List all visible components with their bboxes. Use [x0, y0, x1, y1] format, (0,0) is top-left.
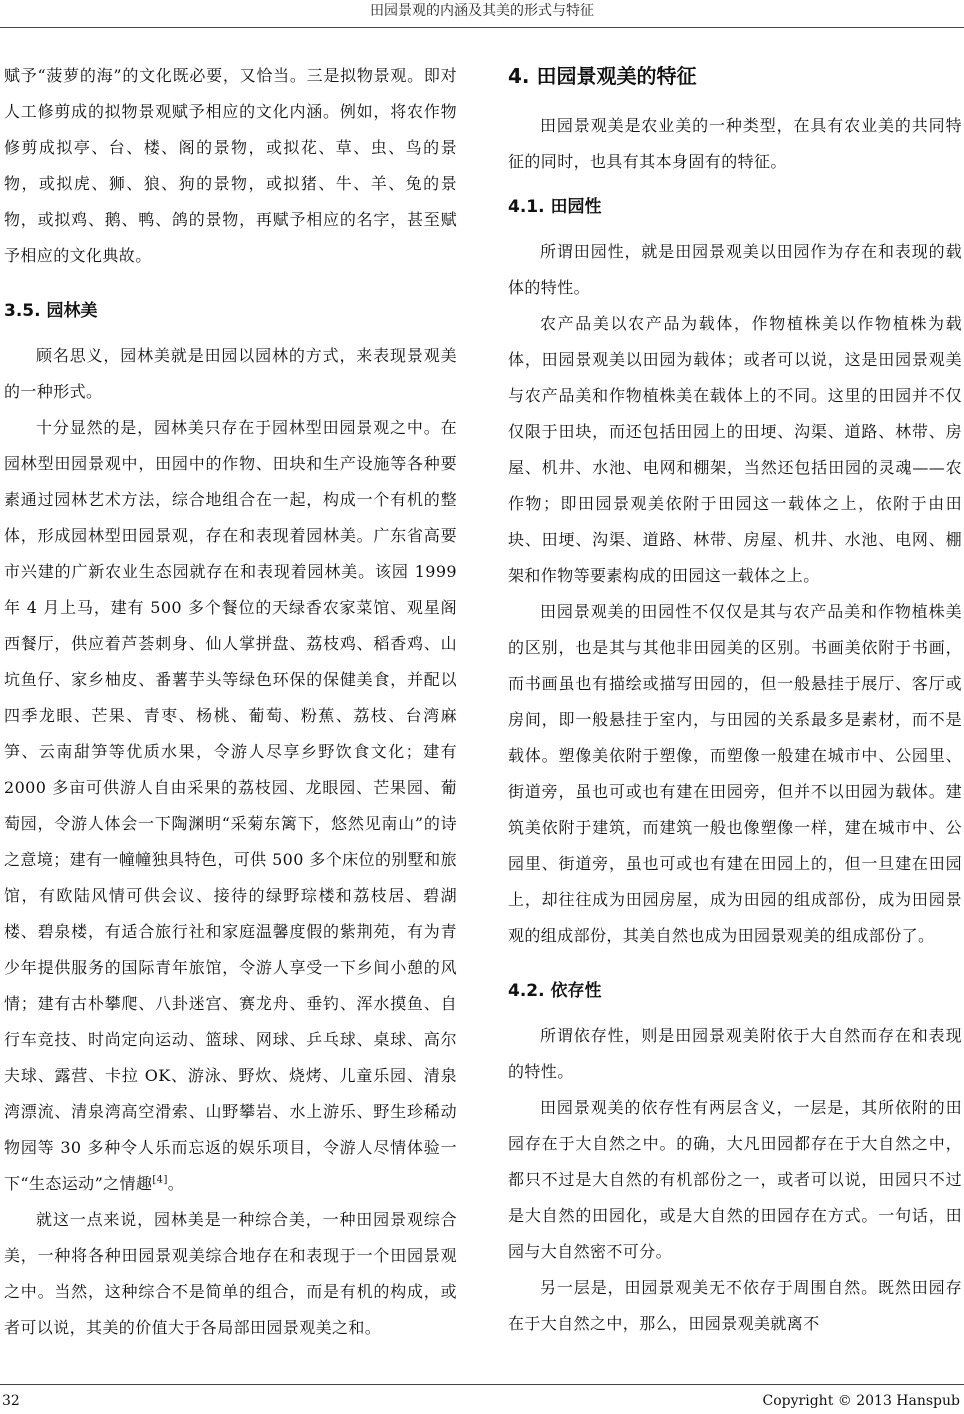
paragraph: 农产品美以农产品为载体，作物植株美以作物植株为载体，田园景观美以田园为载体；或者可以说，这是田园景观美与农产品美和作物植株美在载体上的不同。这里的田园并不仅仅限于田块，而还包括田园上的田埂、沟渠、道路、林带、房屋、机井、水池、电网和棚架，当然还包括田园的灵魂——农作物；即田园景观美依附于田园这一载体之上，依附于由田块、田埂、沟渠、道路、林带、房屋、机井、水池、电网、棚架和作物等要素构成的田园这一载体之上。: [508, 314, 962, 585]
paragraph: 田园景观美的田园性不仅仅是其与农产品美和作物植株美的区别，也是其与其他非田园美的区别。书画美依附于书画，而书画虽也有描绘或描写田园的，但一般悬挂于展厅、客厅或房间，即一般悬挂于室内，与田园的关系最多是素材，而不是载体。塑像美依附于塑像，而塑像一般建在城市中、公园里、街道旁，虽也可或也有建在田园旁，但并不以田园为载体。建筑美依附于建筑，而建筑一般也像塑像一样，建在城市中、公园里、街道旁，虽也可或也有建在田园上的，但一旦建在田园上，却往往成为田园房屋，成为田园的组成部份，成为田园景观的组成部份，其美自然也成为田园景观美的组成部份了。: [508, 602, 962, 945]
left-column: [4, 58, 457, 1346]
section-heading-4: 4. 田园景观美的特征: [508, 64, 697, 88]
paragraph-text: 十分显然的是，园林美只存在于园林型田园景观之中。在园林型田园景观中，田园中的作物、田块和生产设施等各种要素通过园林艺术方法，综合地组合在一起，构成一个有机的整体，形成园林型田园景观，存在和表现着园林美。广东省高要市兴建的广新农业生态园就存在和表现着园林美。该园 1999 年 4 月上马，建有 500 多个餐位的天绿香农家菜馆、观星阁西餐厅，供应着芦荟刺身、仙人掌拼盘、荔枝鸡、稻香鸡、山坑鱼仔、家乡柚皮、番薯芋头等绿色环保的保健美食，并配以四季龙眼、芒果、青枣、杨桃、葡萄、粉蕉、荔枝、台湾麻笋、云南甜笋等优质水果，令游人尽享乡野饮食文化；建有 2000 多亩可供游人自由采果的荔枝园、龙眼园、芒果园、葡萄园，令游人体会一下陶渊明“采菊东篱下，悠然见南山”的诗之意境；建有一幢幢独具特色，可供 500 多个床位的别墅和旅馆，有欧陆风情可供会议、接待的绿野琮楼和荔枝居、碧湖楼、碧泉楼，有适合旅行社和家庭温馨度假的紫荆苑，有为青少年提供服务的国际青年旅馆，令游人享受一下乡间小憩的风情；建有古朴攀爬、八卦迷宫、赛龙舟、垂钓、浑水摸鱼、自行车竞技、时尚定向运动、篮球、网球、乒乓球、桌球、高尔夫球、露营、卡拉 OK、游泳、野炊、烧烤、儿童乐园、清泉湾漂流、清泉湾高空滑索、山野攀岩、水上游乐、野生珍稀动物园等 30 多种令人乐而忘返的娱乐项目，令游人尽情体验一下“生态运动”之情趣: [4, 418, 457, 1193]
section-heading-3-5: 3.5. 园林美: [4, 301, 98, 321]
paragraph: 就这一点来说，园林美是一种综合美，一种田园景观综合美，一种将各种田园景观美综合地存在和表现于一个田园景观之中。当然，这种综合不是简单的组合，而是有机的构成，或者可以说，其美的价值大于各局部田园景观美之和。: [4, 1210, 457, 1337]
paragraph: 所谓依存性，则是田园景观美附依于大自然而存在和表现的特性。: [508, 1026, 962, 1081]
paragraph: 顾名思义，园林美就是田园以园林的方式，来表现景观美的一种形式。: [4, 346, 457, 401]
footer-rule: [0, 1384, 964, 1385]
header-rule: [0, 27, 964, 28]
citation-ref[interactable]: [4]: [152, 1174, 168, 1186]
paragraph: 另一层是，田园景观美无不依存于周围自然。既然田园存在于大自然之中，那么，田园景观美就离不: [508, 1278, 962, 1333]
paragraph: 十分显然的是，园林美只存在于园林型田园景观之中。在园林型田园景观中，田园中的作物、田块和生产设施等各种要素通过园林艺术方法，综合地组合在一起，构成一个有机的整体，形成园林型田园景观，存在和表现着园林美。广东省高要市兴建的广新农业生态园就存在和表现着园林美。该园 1999 年 4 月上马，建有 500 多个餐位的天绿香农家菜馆、观星阁西餐厅，供应着芦荟刺身、仙人掌拼盘、荔枝鸡、稻香鸡、山坑鱼仔、家乡柚皮、番薯芋头等绿色环保的保健美食，并配以四季龙眼、芒果、青枣、杨桃、葡萄、粉蕉、荔枝、台湾麻笋、云南甜笋等优质水果，令游人尽享乡野饮食文化；建有 2000 多亩可供游人自由采果的荔枝园、龙眼园、芒果园、葡萄园，令游人体会一下陶渊明“采菊东篱下，悠然见南山”的诗之意境；建有一幢幢独具特色，可供 500 多个床位的别墅和旅馆，有欧陆风情可供会议、接待的绿野琮楼和荔枝居、碧湖楼、碧泉楼，有适合旅行社和家庭温馨度假的紫荆苑，有为青少年提供服务的国际青年旅馆，令游人享受一下乡间小憩的风情；建有古朴攀爬、八卦迷宫、赛龙舟、垂钓、浑水摸鱼、自行车竞技、时尚定向运动、篮球、网球、乒乓球、桌球、高尔夫球、露营、卡拉 OK、游泳、野炊、烧烤、儿童乐园、清泉湾漂流、清泉湾高空滑索、山野攀岩、水上游乐、野生珍稀动物园等 30 多种令人乐而忘返的娱乐项目，令游人尽情体验一下“生态运动”之情趣[4]。: [4, 418, 457, 1193]
paragraph: 所谓田园性，就是田园景观美以田园作为存在和表现的载体的特性。: [508, 242, 962, 297]
page-number: 32: [2, 1393, 20, 1409]
paragraph: 田园景观美是农业美的一种类型，在具有农业美的共同特征的同时，也具有其本身固有的特征。: [508, 116, 962, 171]
right-column: [508, 58, 962, 1342]
paragraph-continued: 赋予“菠萝的海”的文化既必要，又恰当。三是拟物景观。即对人工修剪成的拟物景观赋予相应的文化内涵。例如，将农作物修剪成拟亭、台、楼、阁的景物，或拟花、草、虫、鸟的景物，或拟虎、狮、狼、狗的景物，或拟猪、牛、羊、兔的景物，或拟鸡、鹅、鸭、鸽的景物，再赋予相应的名字，甚至赋予相应的文化典故。: [4, 66, 457, 265]
copyright-notice: Copyright © 2013 Hanspub: [762, 1393, 960, 1409]
paragraph: 田园景观美的依存性有两层含义，一层是，其所依附的田园存在于大自然之中。的确，大凡田园都存在于大自然之中，都只不过是大自然的有机部份之一，或者可以说，田园只不过是大自然的田园化，或是大自然的田园存在方式。一句话，田园与大自然密不可分。: [508, 1098, 962, 1261]
section-heading-4-2: 4.2. 依存性: [508, 981, 602, 1001]
running-header: 田园景观的内涵及其美的形式与特征: [370, 3, 594, 19]
section-heading-4-1: 4.1. 田园性: [508, 197, 602, 217]
